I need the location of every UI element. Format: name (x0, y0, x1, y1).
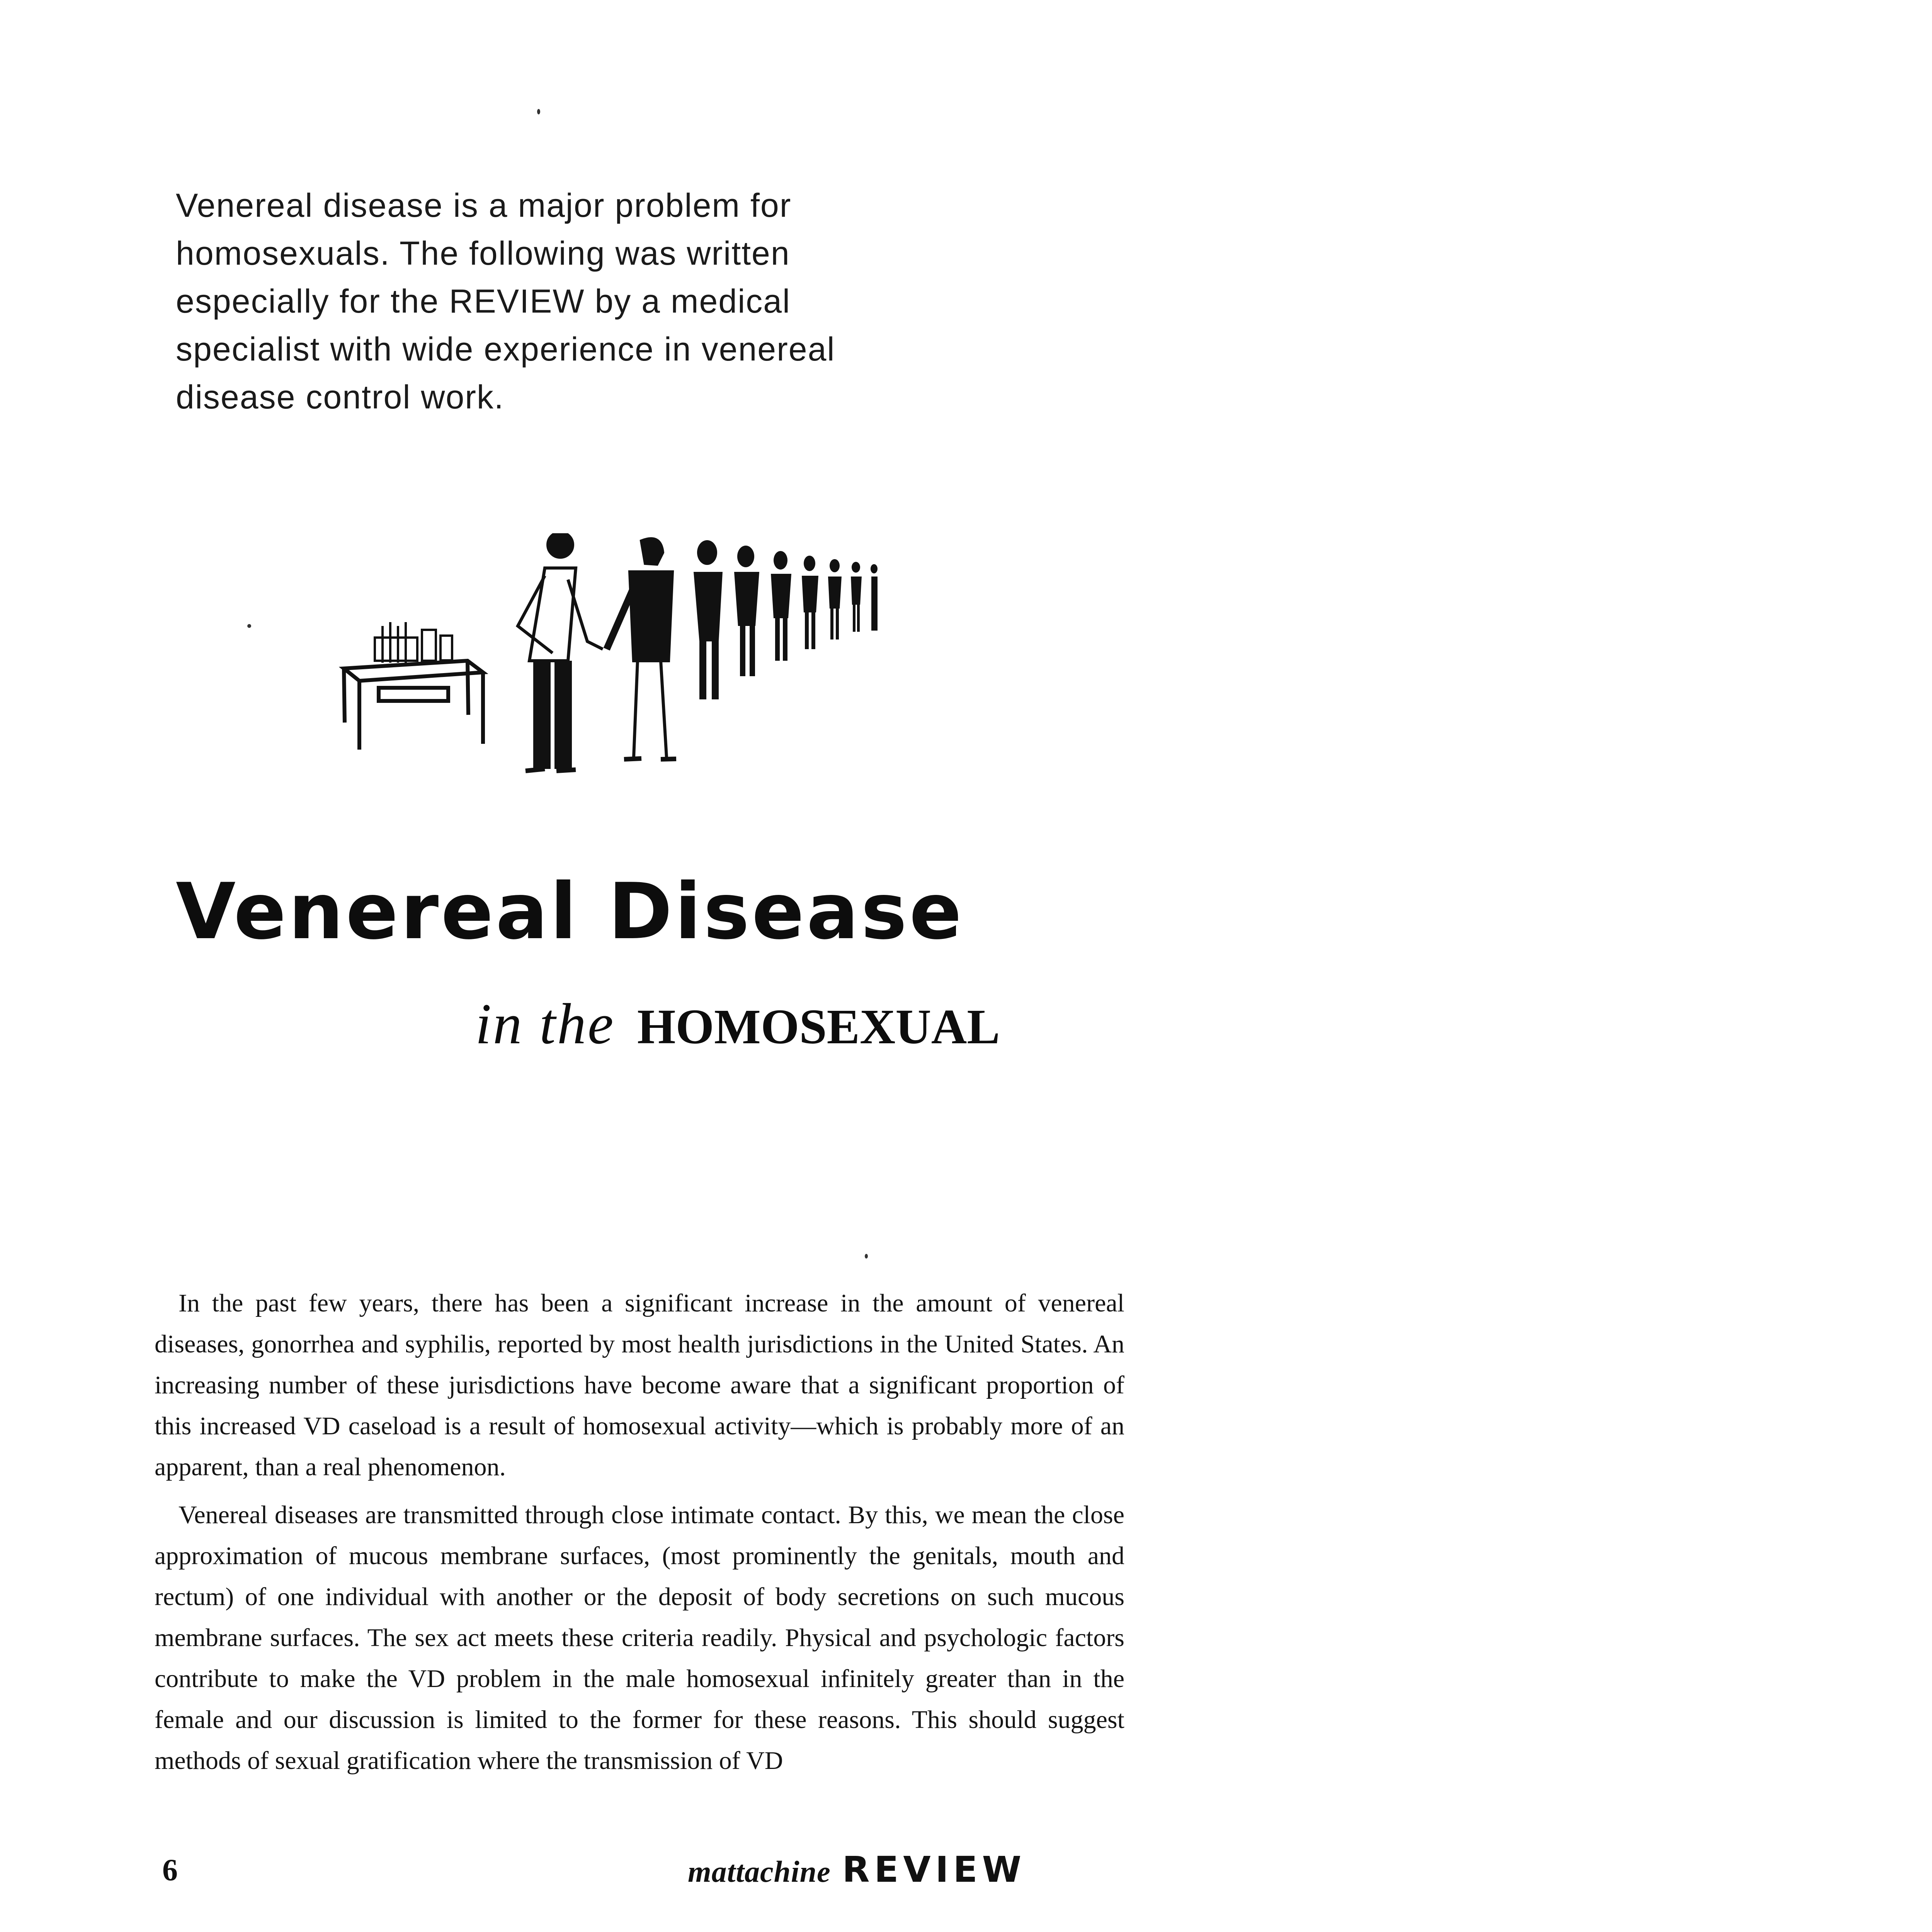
subtitle-italic: in the (475, 992, 615, 1056)
waiting-line-figures (694, 540, 878, 699)
magazine-footer (688, 1849, 1026, 1890)
intro-note: Venereal disease is a major problem for homosexuals. The following was written especially for the REVIEW by a medical specialist with wide experience in venereal disease control work. (176, 187, 835, 416)
left-body-text (155, 1283, 1124, 1788)
paragraph: Venereal diseases are transmitted through close intimate contact. By this, we mean the close approximation of mucous membrane surfaces, (most prominently the genitals, mouth and rectum) of one individual with another or the deposit of body secretions on such mucous membrane surfaces. The sex act meets these criteria readily. Physical and psychologic factors contribute to make the VD problem in the male homosexual infinitely greater than in the female and our discussion is limited to the former for these reasons. This should suggest methods of sexual gratification where the transmission of VD (155, 1501, 1124, 1775)
table-icon (344, 661, 483, 750)
article-title: Venereal Disease (176, 867, 964, 957)
print-speck (247, 624, 251, 628)
paragraph: In the past few years, there has been a significant increase in the amount of venereal diseases, gonorrhea and syphilis, reported by most health jurisdictions in the United States. An increasing number of these jurisdictions have become aware that a significant proportion of this increased VD caseload is a result of homosexual activity—which is probably more of an apparent, than a real phenomenon. (155, 1289, 1124, 1481)
page-number-left: 6 (162, 1853, 178, 1887)
clinic-line-illustration (336, 533, 916, 819)
print-speck (537, 109, 540, 114)
print-speck (865, 1254, 868, 1259)
article-subtitle (475, 989, 1094, 1061)
test-tubes-icon (375, 622, 452, 663)
right-page (1233, 0, 1932, 1932)
footer-title: REVIEW (842, 1849, 1026, 1890)
patient-figure (607, 539, 676, 759)
doctor-figure (518, 533, 603, 771)
footer-script: mattachine (688, 1855, 831, 1888)
subtitle-caps: HOMOSEXUAL (637, 999, 1000, 1054)
